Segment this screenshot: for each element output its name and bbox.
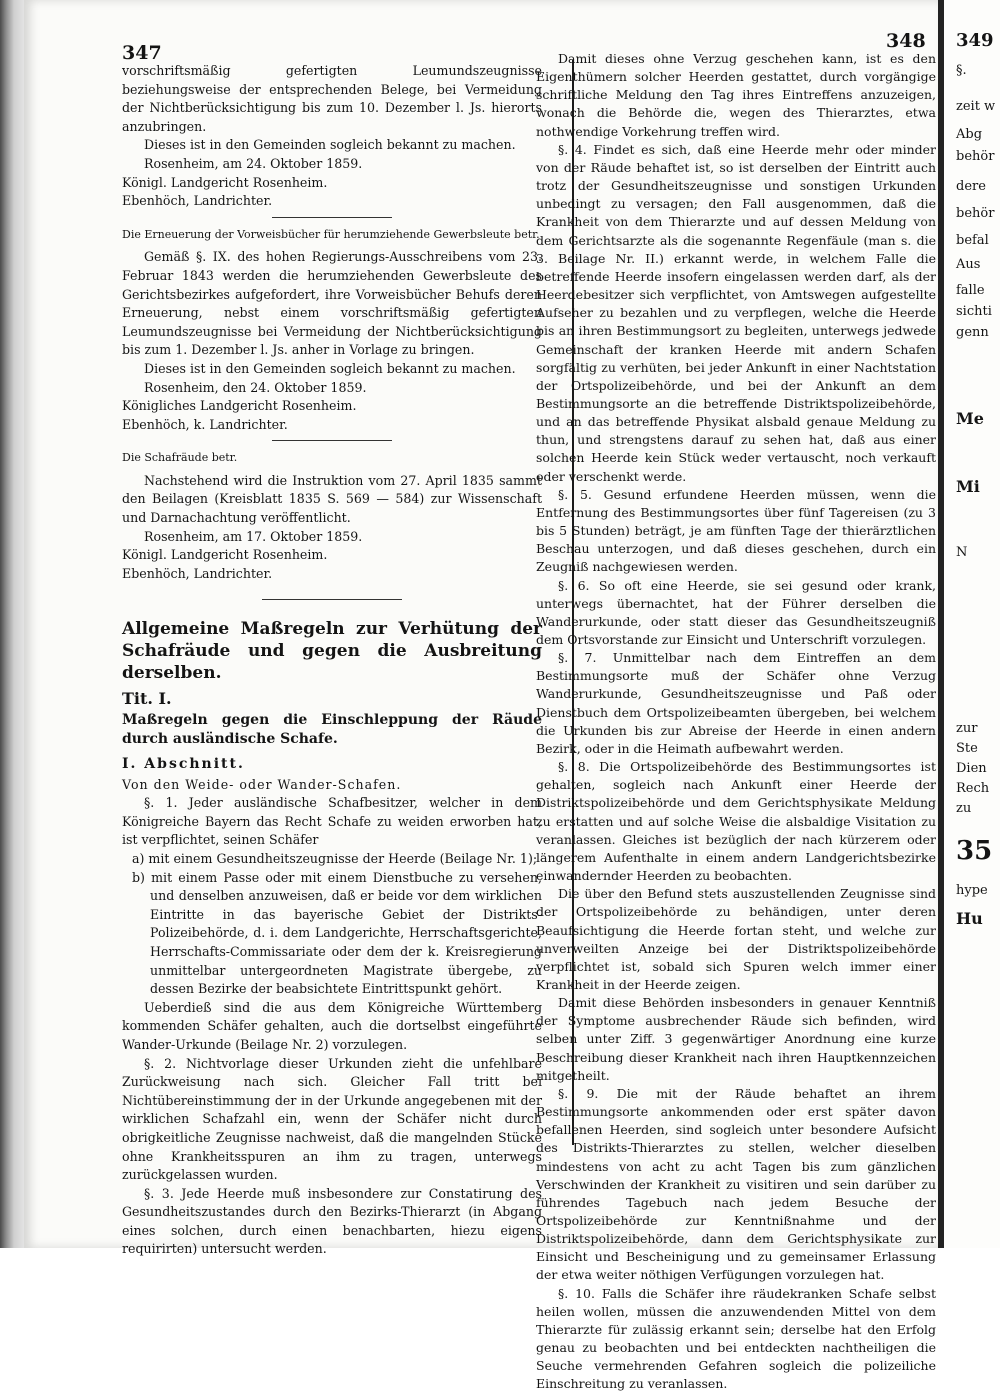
page-number-left: 347 [122,42,162,64]
section-number: I. Abschnitt. [122,756,245,773]
page-spread [24,0,938,1392]
edge-text: zeit w [956,99,996,114]
paragraph: Damit diese Behörden insbesonders in genauer Kenntniß der Symptome ausbrechender Räude sich befinden, wird selben unter Ziff. 3 gegenwärtiger Anordnung eine kurze Beschreibung dieser Krankheit nach ihren Hauptkennzeichen mitgetheilt. [536,995,936,1083]
edge-text: Dien [956,761,987,776]
next-page-edge [938,0,1000,1248]
paragraph-s10: §. 10. Falls die Schäfer ihre räudekranken Schafe selbst heilen wollen, müssen die anzuwendenden Mittel von dem Thierarzte für zulässig erkannt sein; derselbe hat den Erfolg genau zu beobachten und bei entdeckten nachtheiligen die Seuche vermehrenden Gefahren sogleich die polizeiliche Einschreitung zu veranlassen. [536,1285,936,1392]
page-number-right: 348 [886,30,926,52]
judge-signature: Ebenhöch, k. Landrichter. [122,416,288,432]
date-line: Rosenheim, am 17. Oktober 1859. [144,528,363,544]
edge-text: Abg [956,127,983,142]
judge-signature: Ebenhöch, Landrichter. [122,193,273,209]
edge-text: Aus [956,257,981,272]
paragraph-s6: §. 6. So oft eine Heerde, sie sei gesund oder krank, unterwegs übernachtet, hat der Führer derselben die Wanderurkunde, oder statt dieser das Gesundheitszeugniß dem Ortsvorstande zur Einsicht und Unterschrift vorzulegen. [536,577,936,647]
divider [272,217,392,218]
section-heading: Die Schafräude betr. [122,451,238,465]
edge-text: hype [956,883,988,898]
edge-text: befal [956,233,989,248]
list-item: a) mit einem Gesundheitszeugnisse der Heerde (Beilage Nr. 1); [132,851,538,866]
paragraph: Nachstehend wird die Instruktion vom 27. April 1835 sammt den Beilagen (Kreisblatt 1835 S. 569 — 584) zur Wissenschaft und Darnachachtung veröffentlicht. [122,472,542,526]
divider [262,599,402,600]
paragraph: vorschriftsmäßig gefertigten Leumundszeugnisse beziehungsweise der entsprechenden Belege, bei Vermeidung der Nichtberücksichtigung bis zum 10. Dezember l. Js. hierorts anzubringen. [122,63,542,134]
edge-text: Mi [956,477,980,496]
court-signature: Königl. Landgericht Rosenheim. [122,547,328,563]
section-heading: Die Erneuerung der Vorweisbücher für herumziehende Gewerbsleute betr. [122,227,540,241]
edge-text: N [956,545,968,560]
paragraph: Gemäß §. IX. des hohen Regierungs-Ausschreibens vom 23. Februar 1843 werden die herumziehenden Gewerbsleute des Gerichtsbezirkes aufgefordert, ihre Vorweisbücher Behufs deren Erneuerung, nebst einem vorschriftsmäßig gefertigten Leumundszeugnisse bei Vermeidung der Nichtberücksichtigung bis zum 1. Dezember l. Js. anher in Vorlage zu bringen. [122,249,542,358]
paragraph-s5: §. 5. Gesund erfundene Heerden müssen, wenn die Entfernung des Bestimmungsortes über fünf Tagereisen (zu 3 bis 5 Stunden) beträgt, je am fünften Tage der thierärztlichen Beschau unterzogen, und daß dieses geschehen, durch ein Zeugniß nachgewiesen werden. [536,486,936,575]
notice: Dieses ist in den Gemeinden sogleich bekannt zu machen. [144,137,516,153]
divider [272,440,392,441]
title-heading: Maßregeln gegen die Einschleppung der Räude durch ausländische Schafe. [122,712,542,748]
edge-text: Hu [956,909,983,928]
edge-text: zu [956,801,972,816]
paragraph-s1: §. 1. Jeder ausländische Schafbesitzer, welcher in dem Königreiche Bayern das Recht Schafe zu weiden erworben hat, ist verpflichtet, seinen Schäfer [122,795,542,848]
list [122,850,542,999]
right-column [536,50,936,1394]
edge-text: zur [956,721,978,736]
edge-text: Me [956,409,984,428]
left-column [122,62,542,1259]
main-title: Allgemeine Maßregeln zur Verhütung der Schafräude und gegen die Ausbreitung derselben. [122,619,542,684]
section-title: Von den Weide- oder Wander-Schafen. [122,776,402,792]
paragraph-s8: §. 8. Die Ortspolizeibehörde des Bestimmungsortes ist gehalten, sogleich nach Ankunft einer Heerde der Distriktspolizeibehörde und dem Gerichtsphysikate Meldung zu erstatten und auf solche Weise die alsbaldige Visitation zu veranlassen. Gleiches ist bezüglich der nach kürzerem oder längerem Aufenthalte in einem andern Landgerichtsbezirke einwandernder Heerden zu beobachten. [536,759,936,884]
edge-text: Rech [956,781,990,796]
paragraph-s2: §. 2. Nichtvorlage dieser Urkunden zieht die unfehlbare Zurückweisung nach sich. Gleicher Fall tritt bei Nichtübereinstimmung der in der Urkunde angegebenen mit der wirklichen Schafzahl ein, wenn der Schäfer nicht durch obrigkeitliche Zeugnisse nachweist, daß die mangelnden Stücke ohne Krankheitsspuren an ihm zu tragen, unterwegs zurückgelassen wurden. [122,1055,542,1183]
edge-text: dere [956,179,986,194]
edge-text: 35 [956,836,993,866]
edge-text: genn [956,325,989,340]
list-item: b) mit einem Passe oder mit einem Dienstbuche zu versehen, und denselben anzuweisen, daß er beide vor dem wirklichen Eintritte in das bayerische Gebiet der Distrikts-Polizeibehörde, d. i. dem Landgerichte, Herrschaftsgerichte, Herrschafts-Commissariate oder dem der k. Kreisregierung unmittelbar untergeordneten Magistrate übergebe, zu dessen Bezirke der beabsichtete Eintrittspunkt gehört. [132,869,542,997]
paragraph-s7: §. 7. Unmittelbar nach dem Eintreffen an dem Bestimmungsorte muß der Schäfer ohne Verzug Wanderurkunde, Gesundheitszeugnisse und Paß oder Dienstbuch dem Ortspolizeibeamten übergeben, bei welchem die Urkunden bis zur Abreise der Heerde in einen andern Bezirk, oder in die Heimath aufbewahrt werden. [536,650,936,756]
title-number: Tit. I. [122,689,172,709]
notice: Dieses ist in den Gemeinden sogleich bekannt zu machen. [144,360,516,376]
edge-text: behör [956,206,995,221]
page-number-edge: 349 [956,30,994,51]
court-signature: Königl. Landgericht Rosenheim. [122,174,328,190]
paragraph: Damit dieses ohne Verzug geschehen kann, ist es den Eigenthümern solcher Heerden gestattet, durch vorgängige schriftliche Meldung den Tag ihres Eintreffens anzuzeigen, wonach die Behörde die, wegen des Thierarztes, etwa nothwendige Vorkehrung treffen wird. [536,51,936,139]
edge-text: falle [956,283,985,298]
edge-text: behör [956,149,995,164]
paragraph: Ueberdieß sind die aus dem Königreiche Württemberg kommenden Schäfer gehalten, auch die dortselbst eingeführte Wander-Urkunde (Beilage Nr. 2) vorzulegen. [122,999,542,1052]
edge-text: §. [956,63,967,78]
court-signature: Königliches Landgericht Rosenheim. [122,398,357,414]
paragraph-s4: §. 4. Findet es sich, daß eine Heerde mehr oder minder von der Räude behaftet ist, so ist derselben der Eintritt auch trotz der Gesundheitszeugnisse und sonstigen Urkunden unbedingt zu versagen; den Fall ausgenommen, daß die Krankheit von dem Thierarzte und auf dessen Meldung von dem Gerichtsarzte als die sogenannte Regenfäule (man s. die 3. Beilage Nr. II.) erkannt werde, in welchem Falle die betreffende Heerde insofern eingelassen werden darf, als der Heerdebesitzer sich verpflichtet, von Amtswegen aufgestellte Aufseher zu bezahlen und zu verpflegen, welche die Heerde bis an ihren Bestimmungsort zu begleiten, unterwegs jedwede Gemeinschaft der kranken Heerde mit andern Schafen sorgfältig zu verhüten, bei jeder Ankunft in einer Nachtstation der Ortspolizeibehörde, und bei der Ankunft an dem Bestimmungsorte an die betreffende Distriktspolizeibehörde, und an das betreffende Physikat alsbald genaue Meldung zu thun, und strengstens darauf zu sehen hat, daß aus einer solchen Heerde kein Stück weder vertauscht, noch verkauft oder verschenkt werde. [536,141,936,484]
date-line: Rosenheim, am 24. Oktober 1859. [144,155,363,171]
paragraph-s9: §. 9. Die mit der Räude behaftet an ihrem Bestimmungsorte ankommenden oder erst später davon befallenen Heerden, sind sogleich unter besondere Aufsicht des Distrikts-Thierarztes zu stellen, welcher dieselben mindestens von acht zu acht Tagen bis zum gänzlichen Verschwinden der Krankheit zu visitiren und sein darüber zu führendes Tagebuch nach jedem Besuche der Ortspolizeibehörde zur Kenntnißnahme und der Distriktspolizeibehörde, dann dem Gerichtsphysikate zur Einsicht und Bescheinigung und zu gemeinsamer Erlassung der etwa weiter nöthigen Verfügungen vorzulegen hat. [536,1085,936,1283]
edge-text: sichti [956,304,992,319]
judge-signature: Ebenhöch, Landrichter. [122,565,273,581]
paragraph: Die über den Befund stets auszustellenden Zeugnisse sind der Ortspolizeibehörde zu behändigen, unter deren Beaufsichtigung die Heerde fortan steht, und welche zur unverweilten Anzeige bei der Distriktspolizeibehörde verpflichtet ist, sobald sich Spuren welch immer einer Krankheit in der Heerde zeigen. [536,886,936,992]
edge-text: Ste [956,741,978,756]
date-line: Rosenheim, den 24. Oktober 1859. [144,379,367,395]
paragraph-s3: §. 3. Jede Heerde muß insbesondere zur Constatirung des Gesundheitszustandes durch den Bezirks-Thierarzt (in Abgang eines solchen, durch einen benachbarten, hiezu eigens requirirten) untersucht werden. [122,1185,542,1257]
